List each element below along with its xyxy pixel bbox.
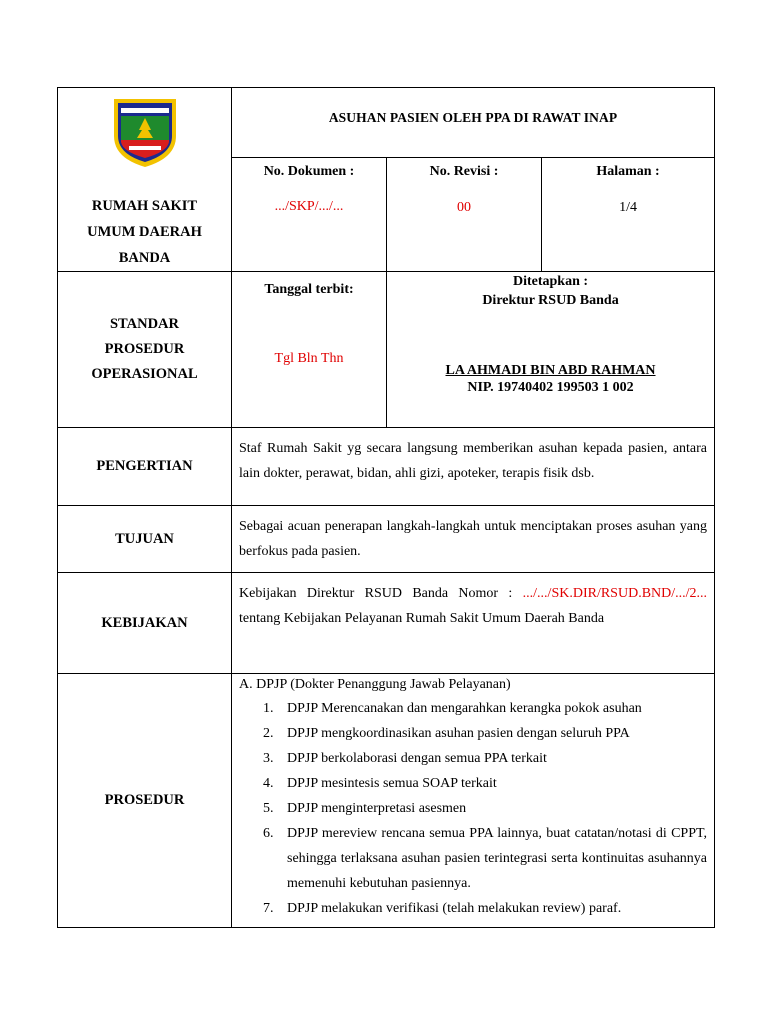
prosedur-label: PROSEDUR bbox=[58, 674, 232, 928]
procedure-step bbox=[239, 746, 707, 771]
procedure-step bbox=[239, 721, 707, 746]
kebijakan-text-before: Kebijakan Direktur RSUD Banda Nomor : bbox=[239, 586, 523, 601]
kebijakan-ref: .../.../SK.DIR/RSUD.BND/.../2... bbox=[522, 586, 708, 601]
signer-nip: NIP. 19740402 199503 1 002 bbox=[467, 380, 634, 395]
procedure-step-number: 6. bbox=[263, 826, 274, 841]
document-title: ASUHAN PASIEN OLEH PPA DI RAWAT INAP bbox=[328, 110, 618, 125]
hospital-identity-cell bbox=[58, 88, 232, 272]
approval-by: Direktur RSUD Banda bbox=[482, 293, 619, 308]
procedure-step bbox=[239, 696, 707, 721]
sop-label-cell bbox=[58, 272, 232, 428]
approval-cell bbox=[387, 272, 715, 428]
document-number-cell bbox=[232, 158, 387, 272]
sop-label-line-3: OPERASIONAL bbox=[91, 366, 198, 382]
kebijakan-text bbox=[232, 573, 715, 674]
sop-label-line-2: PROSEDUR bbox=[104, 341, 185, 357]
procedure-step bbox=[239, 821, 707, 896]
sop-label-line-1: STANDAR bbox=[109, 316, 180, 332]
document-title-cell bbox=[232, 88, 715, 158]
procedure-step bbox=[239, 771, 707, 796]
page-label: Halaman : bbox=[596, 164, 660, 180]
hospital-name-line-3: BANDA bbox=[118, 250, 171, 266]
issue-date-cell bbox=[232, 272, 387, 428]
revision-label: No. Revisi : bbox=[429, 164, 499, 180]
procedure-step-number: 3. bbox=[263, 751, 274, 766]
procedure-step bbox=[239, 896, 707, 921]
document-number-value: .../SKP/.../... bbox=[274, 199, 344, 215]
prosedur-steps bbox=[239, 696, 707, 921]
procedure-step-number: 2. bbox=[263, 726, 274, 741]
procedure-step bbox=[239, 796, 707, 821]
pengertian-text: Staf Rumah Sakit yg secara langsung memberikan asuhan kepada pasien, antara lain dokter, perawat, bidan, ahli gizi, apoteker, terapis fisik dsb. bbox=[232, 428, 715, 506]
hospital-name bbox=[58, 193, 231, 271]
procedure-step-number: 7. bbox=[263, 901, 274, 916]
procedure-step-text: DPJP melakukan verifikasi (telah melakukan review) paraf. bbox=[287, 901, 622, 916]
procedure-step-text: DPJP mereview rencana semua PPA lainnya, buat catatan/notasi di CPPT, sehingga terlaksana asuhan pasien terintegrasi serta kontinuitas asuhannya memenuhi kebutuhan pasiennya. bbox=[287, 826, 708, 891]
hospital-name-line-2: UMUM DAERAH bbox=[87, 224, 202, 240]
page-value: 1/4 bbox=[619, 200, 637, 216]
procedure-step-text: DPJP berkolaborasi dengan semua PPA terkait bbox=[287, 751, 547, 766]
signer-name: LA AHMADI BIN ABD RAHMAN bbox=[445, 363, 656, 378]
sop-document bbox=[57, 87, 714, 928]
document-number-label: No. Dokumen : bbox=[263, 164, 355, 180]
revision-value: 00 bbox=[457, 200, 471, 216]
tujuan-label: TUJUAN bbox=[58, 506, 232, 573]
procedure-step-number: 4. bbox=[263, 776, 274, 791]
sop-table bbox=[57, 87, 715, 928]
kebijakan-label: KEBIJAKAN bbox=[58, 573, 232, 674]
pengertian-label: PENGERTIAN bbox=[58, 428, 232, 506]
page-cell bbox=[542, 158, 715, 272]
prosedur-content bbox=[232, 674, 715, 928]
kebijakan-text-after: tentang Kebijakan Pelayanan Rumah Sakit Umum Daerah Banda bbox=[239, 611, 605, 626]
hospital-emblem-icon bbox=[111, 96, 179, 170]
tujuan-text: Sebagai acuan penerapan langkah-langkah untuk menciptakan proses asuhan yang berfokus pada pasien. bbox=[232, 506, 715, 573]
issue-date-label: Tanggal terbit: bbox=[264, 282, 354, 297]
prosedur-heading: A. DPJP (Dokter Penanggung Jawab Pelayanan) bbox=[239, 677, 511, 692]
procedure-step-text: DPJP Merencanakan dan mengarahkan kerangka pokok asuhan bbox=[287, 701, 642, 716]
hospital-name-line-1: RUMAH SAKIT bbox=[91, 198, 198, 214]
approval-label: Ditetapkan : bbox=[512, 274, 589, 289]
procedure-step-text: DPJP mengkoordinasikan asuhan pasien dengan seluruh PPA bbox=[287, 726, 630, 741]
revision-cell bbox=[387, 158, 542, 272]
hospital-logo bbox=[58, 88, 231, 175]
procedure-step-text: DPJP mesintesis semua SOAP terkait bbox=[287, 776, 497, 791]
procedure-step-number: 1. bbox=[263, 701, 274, 716]
procedure-step-text: DPJP menginterpretasi asesmen bbox=[287, 801, 467, 816]
procedure-step-number: 5. bbox=[263, 801, 274, 816]
issue-date-value: Tgl Bln Thn bbox=[274, 351, 344, 366]
